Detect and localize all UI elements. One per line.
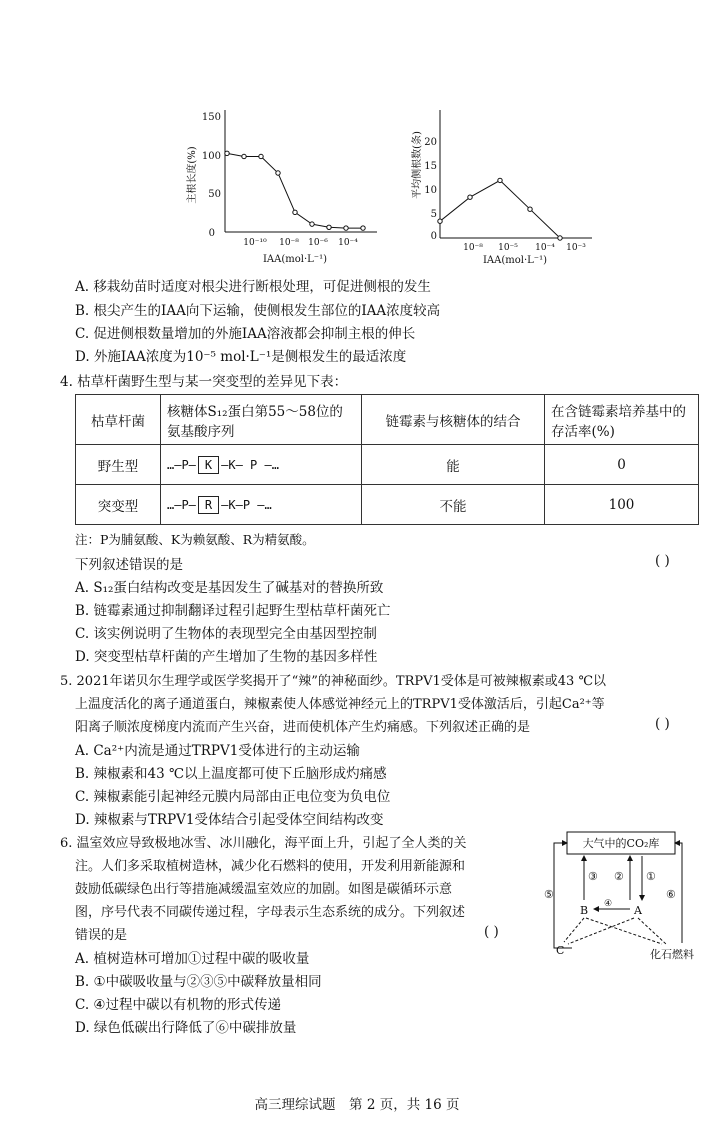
data-point: [498, 178, 502, 182]
q6-line-5: 错误的是: [75, 928, 128, 943]
x-axis-label: IAA(mol·L⁻¹): [482, 255, 548, 266]
amino-acid-sequence: [161, 445, 362, 485]
node-c: C: [556, 944, 565, 957]
y-tick-label: 10: [424, 185, 437, 196]
table-row: [76, 445, 699, 485]
survival-rate: 100: [545, 485, 699, 525]
amino-acid-sequence: [161, 485, 362, 525]
q4-option-b: B. 链霉素通过抑制翻译过程引起野生型枯草杆菌死亡: [75, 603, 391, 619]
q6-option-d: D. 绿色低碳出行降低了⑥中碳排放量: [75, 1020, 297, 1036]
q6-option-a: A. 植树造林可增加①过程中碳的吸收量: [75, 951, 310, 967]
q4-ask: 下列叙述错误的是: [75, 557, 183, 573]
x-tick-label: 10⁻¹⁰: [243, 238, 267, 248]
data-point: [276, 171, 280, 175]
q5-option-b: B. 辣椒素和43 ℃以上温度都可使下丘脑形成灼痛感: [75, 766, 387, 782]
strain-name: 野生型: [76, 445, 161, 485]
node-b: B: [580, 904, 589, 917]
answer-paren: ( ): [655, 553, 670, 569]
series-line: [440, 180, 560, 238]
q5-line-3: 阳离子顺浓度梯度内流而产生兴奋，进而使机体产生灼痛感。下列叙述正确的是: [75, 720, 531, 735]
x-tick-label: 10⁻⁸: [279, 238, 299, 248]
data-point: [468, 195, 472, 199]
label-1: ①: [646, 870, 656, 883]
q5-option-c: C. 辣椒素能引起神经元膜内局部由正电位变为负电位: [75, 789, 391, 805]
survival-rate: 0: [545, 445, 699, 485]
y-tick-label: 50: [208, 189, 221, 200]
q5-option-a: A. Ca²⁺内流是通过TRPV1受体进行的主动运输: [75, 743, 360, 759]
label-5: ⑤: [544, 888, 554, 901]
q4-option-d: D. 突变型枯草杆菌的产生增加了生物的基因多样性: [75, 649, 378, 665]
q4-stem: 4. 枯草杆菌野生型与某一突变型的差异见下表：: [60, 374, 348, 390]
q6-line-1: 6. 温室效应导致极地冰雪、冰川融化，海平面上升，引起了全人类的关: [60, 836, 467, 851]
x-tick-label: 10⁻⁴: [338, 238, 358, 248]
seq-right: —K—P —…: [221, 497, 272, 512]
data-point: [242, 154, 246, 158]
y-tick-label: 5: [430, 209, 437, 220]
y-tick-label: 0: [430, 231, 437, 242]
q3-option-b: B. 根尖产生的IAA向下运输，使侧根发生部位的IAA浓度较高: [75, 303, 441, 319]
y-tick-label: 15: [424, 161, 437, 172]
x-tick-label: 10⁻³: [566, 243, 586, 253]
x-tick-label: 10⁻⁸: [463, 243, 483, 253]
y-tick-label: 0: [208, 228, 215, 239]
strain-name: 突变型: [76, 485, 161, 525]
y-tick-label: 150: [201, 112, 221, 123]
q6-line-4: 图，序号代表不同碳传递过程，字母表示生态系统的成分。下列叙述: [75, 905, 466, 920]
q5-option-d: D. 辣椒素与TRPV1受体结合引起受体空间结构改变: [75, 812, 384, 828]
x-tick-label: 10⁻⁶: [308, 238, 328, 248]
q6-line-2: 注。人们多采取植树造林，减少化石燃料的使用，开发利用新能源和: [75, 859, 466, 874]
q6-option-b: B. ①中碳吸收量与②③⑤中碳释放量相同: [75, 974, 322, 990]
binding-value: 能: [362, 445, 545, 485]
data-point: [361, 226, 365, 230]
arrow-6: [675, 843, 682, 943]
data-point: [293, 210, 297, 214]
seq-left: …—P—: [167, 497, 196, 512]
carbon-cycle-diagram: [542, 828, 702, 963]
y-axis-label: 平均侧根数(条): [412, 131, 423, 199]
table-header: 枯草杆菌: [76, 395, 161, 445]
seq-box: R: [198, 496, 219, 514]
q5-line-1: 5. 2021年诺贝尔生理学或医学奖揭开了“辣”的神秘面纱。TRPV1受体是可被辣椒素或43 ℃以: [60, 674, 606, 689]
q4-option-a: A. S₁₂蛋白结构改变是基因发生了碱基对的替换所致: [75, 580, 384, 596]
q3-option-c: C. 促进侧根数量增加的外施IAA溶液都会抑制主根的伸长: [75, 326, 416, 342]
data-point: [310, 222, 314, 226]
data-point: [558, 236, 562, 240]
q6-option-c: C. ④过程中碳以有机物的形式传递: [75, 997, 282, 1013]
x-tick-label: 10⁻⁴: [535, 243, 555, 253]
q4-option-c: C. 该实例说明了生物体的表现型完全由基因型控制: [75, 626, 377, 642]
co2-pool-label: 大气中的CO₂库: [582, 837, 660, 850]
table-header: 在含链霉素培养基中的存活率(%): [545, 395, 699, 445]
series-line: [227, 153, 363, 228]
data-point: [438, 219, 442, 223]
answer-paren: ( ): [655, 716, 670, 732]
y-axis-label: 主根长度(%): [187, 146, 198, 204]
arrow-5: [554, 843, 572, 948]
answer-paren: ( ): [484, 924, 499, 940]
table-header: 核糖体S₁₂蛋白第55～58位的氨基酸序列: [161, 395, 362, 445]
data-point: [327, 225, 331, 229]
data-point: [344, 226, 348, 230]
q4-table: [75, 394, 699, 525]
label-3: ③: [588, 870, 598, 883]
main-root-length-chart: [185, 100, 385, 270]
lateral-root-count-chart: [410, 100, 600, 270]
data-point: [225, 151, 229, 155]
y-tick-label: 100: [201, 151, 221, 162]
q4-note: 注：P为脯氨酸、K为赖氨酸、R为精氨酸。: [75, 532, 315, 547]
q3-option-d: D. 外施IAA浓度为10⁻⁵ mol·L⁻¹是侧根发生的最适浓度: [75, 349, 407, 365]
node-a: A: [634, 904, 642, 917]
q3-option-a: A. 移栽幼苗时适度对根尖进行断根处理，可促进侧根的发生: [75, 279, 431, 295]
data-point: [259, 154, 263, 158]
fossil-fuel-label: 化石燃料: [650, 948, 694, 961]
seq-right: —K— P —…: [221, 457, 279, 472]
table-header-row: [76, 395, 699, 445]
dashed-a-fuel: [638, 918, 666, 944]
table-header: 链霉素与核糖体的结合: [362, 395, 545, 445]
q5-line-2: 上温度活化的离子通道蛋白，辣椒素使人体感觉神经元上的TRPV1受体激活后，引起Ca²⁺等: [75, 697, 605, 712]
x-axis-label: IAA(mol·L⁻¹): [262, 254, 328, 265]
x-tick-label: 10⁻⁵: [498, 243, 518, 253]
label-4: ④: [604, 899, 613, 909]
binding-value: 不能: [362, 485, 545, 525]
table-row: [76, 485, 699, 525]
y-tick-label: 20: [424, 137, 437, 148]
seq-box: K: [198, 456, 219, 474]
data-point: [528, 207, 532, 211]
label-2: ②: [614, 870, 624, 883]
seq-left: …—P—: [167, 457, 196, 472]
q6-line-3: 鼓励低碳绿色出行等措施减缓温室效应的加剧。如图是碳循环示意: [75, 882, 453, 897]
page-footer: 高三理综试题 第 2 页，共 16 页: [254, 1097, 460, 1113]
label-6: ⑥: [666, 888, 676, 901]
